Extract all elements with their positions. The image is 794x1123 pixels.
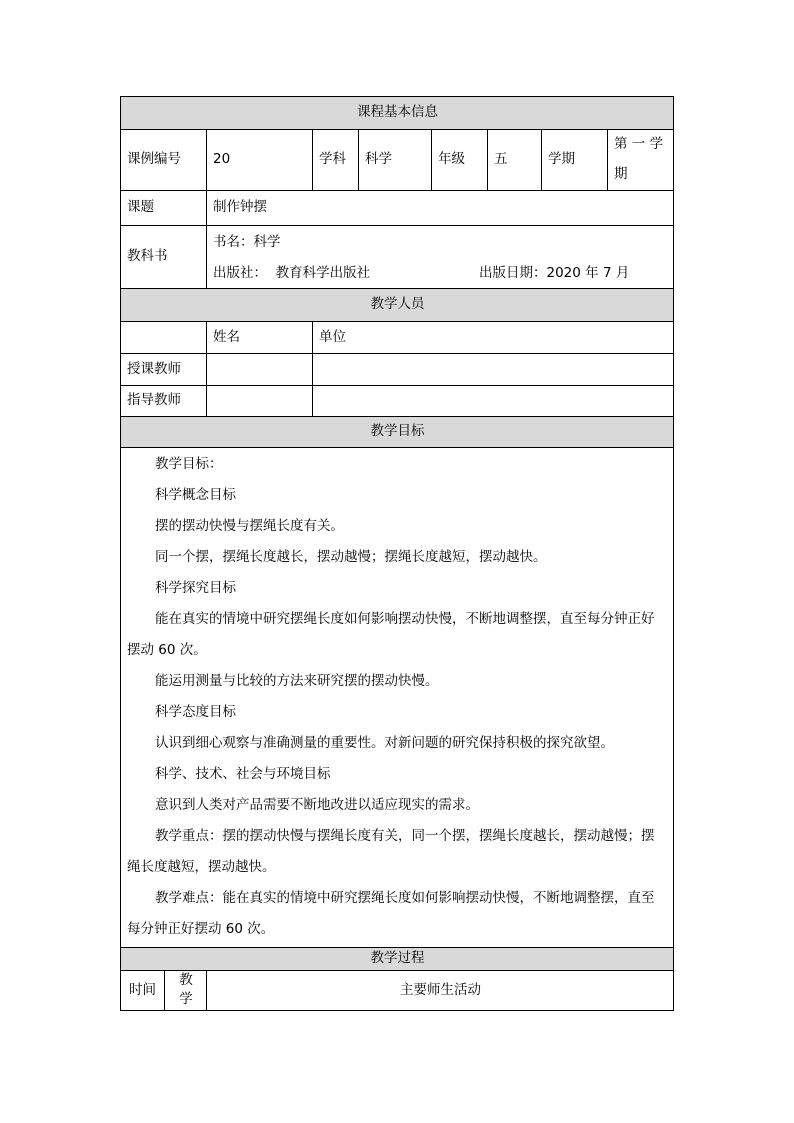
publish-date: 出版日期：2020 年 7 月 xyxy=(479,265,630,281)
objective-paragraph: 能在真实的情境中研究摆绳长度如何影响摆动快慢，不断地调整摆，直至每分钟正好摆动 60 次。 xyxy=(127,611,655,658)
objective-paragraph: 科学概念目标 xyxy=(155,487,236,503)
teacher-name[interactable] xyxy=(206,353,312,385)
time-column: 时间 xyxy=(120,970,164,1011)
case-no-label: 课例编号 xyxy=(120,129,206,190)
course-info-header: 课程基本信息 xyxy=(120,96,674,129)
book-name: 书名：科学 xyxy=(213,234,281,250)
step-column xyxy=(164,970,206,1011)
advisor-name[interactable] xyxy=(206,385,312,416)
teacher-label: 授课教师 xyxy=(120,353,206,385)
topic-value: 制作钟摆 xyxy=(206,190,674,225)
publisher: 出版社： 教育科学出版社 xyxy=(213,265,371,281)
topic-label: 课题 xyxy=(120,190,206,225)
objectives-header: 教学目标 xyxy=(120,416,674,447)
term-line-2: 期 xyxy=(614,166,628,182)
advisor-label: 指导教师 xyxy=(120,385,206,416)
textbook-label: 教科书 xyxy=(120,225,206,288)
activity-column: 主要师生活动 xyxy=(206,970,674,1011)
objective-paragraph: 科学、技术、社会与环境目标 xyxy=(155,766,331,782)
objective-paragraph: 摆的摆动快慢与摆绳长度有关。 xyxy=(155,518,344,534)
objective-paragraph: 意识到人类对产品需要不断地改进以适应现实的需求。 xyxy=(155,797,479,813)
staff-corner-cell xyxy=(120,321,206,353)
objective-paragraph: 科学探究目标 xyxy=(155,580,236,596)
objective-paragraph: 能运用测量与比较的方法来研究摆的摆动快慢。 xyxy=(155,673,439,689)
grade-value: 五 xyxy=(487,129,541,190)
staff-header: 教学人员 xyxy=(120,288,674,321)
teacher-unit[interactable] xyxy=(312,353,674,385)
objective-paragraph: 同一个摆，摆绳长度越长，摆动越慢；摆绳长度越短，摆动越快。 xyxy=(155,549,547,565)
subject-label: 学科 xyxy=(312,129,358,190)
term-value xyxy=(607,129,674,190)
difficulty-paragraph: 教学难点：能在真实的情境中研究摆绳长度如何影响摆动快慢，不断地调整摆，直至每分钟正好摆动 60 次。 xyxy=(127,890,655,937)
objective-paragraph: 认识到细心观察与准确测量的重要性。对新问题的研究保持积极的探究欲望。 xyxy=(155,735,614,751)
subject-value: 科学 xyxy=(358,129,431,190)
step-column-line-1: 教 xyxy=(179,972,193,988)
step-column-line-2: 学 xyxy=(179,991,193,1007)
grade-label: 年级 xyxy=(431,129,487,190)
staff-name-column: 姓名 xyxy=(206,321,312,353)
key-point-paragraph: 教学重点：摆的摆动快慢与摆绳长度有关，同一个摆，摆绳长度越长，摆动越慢；摆绳长度越短，摆动越快。 xyxy=(127,828,655,875)
advisor-unit[interactable] xyxy=(312,385,674,416)
case-no-value: 20 xyxy=(206,129,312,190)
textbook-info xyxy=(206,225,674,288)
term-line-1: 第 一 学 xyxy=(614,136,664,152)
objective-paragraph: 教学目标： xyxy=(155,456,223,472)
term-label: 学期 xyxy=(541,129,607,190)
process-header: 教学过程 xyxy=(120,947,674,970)
staff-unit-column: 单位 xyxy=(312,321,674,353)
objective-paragraph: 科学态度目标 xyxy=(155,704,236,720)
